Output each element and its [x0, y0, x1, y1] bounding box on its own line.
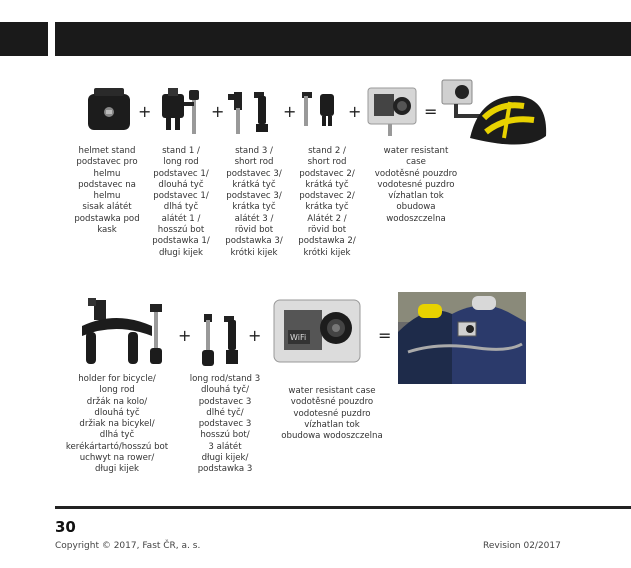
caption-long-rod-stand-3 — [178, 374, 272, 476]
caption-stand-3 — [216, 146, 292, 259]
water-resistant-case-icon — [366, 84, 420, 140]
caption-stand-2 — [289, 146, 365, 259]
caption-line: podstavec 2/ — [299, 168, 355, 179]
bicycle-holder-icon — [76, 296, 172, 366]
plus-operator: + — [211, 102, 225, 121]
caption-line: alátét 1 / — [161, 213, 201, 224]
caption-line: krátka tyč — [232, 202, 276, 213]
short-rod-stand-3-icon — [226, 86, 278, 138]
caption-line: rövid bot — [307, 225, 347, 236]
caption-line: long rod — [99, 385, 135, 396]
caption-helmet-stand — [57, 146, 157, 236]
caption-line: alátét 3 / — [234, 213, 274, 224]
caption-line: kerékártartó/hosszú bot — [65, 441, 169, 452]
caption-line: podstavec 3 — [198, 396, 252, 407]
header-bar-right — [55, 22, 631, 56]
caption-line: holder for bicycle/ — [78, 374, 156, 384]
caption-line: Alátét 2 / — [307, 213, 347, 224]
caption-line: vízhatlan tok — [304, 419, 360, 430]
caption-line: sisak alátét — [82, 202, 132, 213]
caption-line: dlouhá tyč — [158, 179, 204, 190]
revision-text: Revision 02/2017 — [483, 541, 561, 551]
caption-line: 3 alátét — [208, 441, 242, 452]
plus-operator: + — [138, 102, 152, 121]
caption-line: krótki kijek — [303, 247, 351, 258]
caption-line: podstavec 3/ — [226, 168, 282, 179]
caption-line: obudowa wodoszczelna — [281, 431, 383, 442]
plus-operator: + — [348, 102, 362, 121]
caption-bicycle-holder — [55, 374, 179, 476]
caption-line: rövid bot — [234, 225, 274, 236]
caption-line: helmu — [93, 168, 121, 179]
water-resistant-case-large-icon — [270, 296, 366, 368]
caption-line: podstavec na — [78, 179, 136, 190]
caption-line: water resistant case — [288, 386, 376, 396]
caption-line: helmu — [93, 191, 121, 202]
caption-line: kask — [97, 225, 117, 236]
caption-line: vodotěsné pouzdro — [290, 397, 374, 408]
caption-line: dlhé tyč/ — [206, 407, 244, 418]
caption-line: podstavec 1/ — [153, 191, 209, 202]
equals-operator: = — [378, 326, 392, 345]
caption-stand-1 — [143, 146, 219, 259]
caption-line: water resistant — [383, 146, 449, 156]
caption-line: držiak na bicykel/ — [79, 419, 155, 430]
caption-line: krátká tyč — [305, 179, 349, 190]
caption-line: case — [406, 157, 426, 168]
caption-line: vodotesné puzdro — [377, 179, 455, 190]
plus-operator: + — [248, 326, 262, 345]
caption-line: długi kijek — [159, 247, 203, 258]
caption-line: hosszú bot — [157, 225, 205, 236]
caption-line: podstavec 2/ — [299, 191, 355, 202]
caption-line: dlhá tyč — [99, 430, 135, 441]
caption-line: long rod/stand 3 — [189, 374, 261, 384]
caption-line: dlouhá tyč — [94, 407, 140, 418]
caption-line: podstawka 3 — [197, 464, 253, 475]
caption-line: podstawka 2/ — [298, 236, 356, 247]
caption-line: helmet stand — [78, 146, 136, 156]
short-rod-stand-2-icon — [296, 86, 346, 136]
caption-line: držák na kolo/ — [86, 396, 148, 407]
caption-water-case-2 — [272, 386, 392, 442]
caption-line: vodotěsné pouzdro — [374, 168, 458, 179]
helmet-stand-icon — [84, 86, 134, 136]
caption-line: podstavec 3/ — [226, 191, 282, 202]
caption-line: vodotesné puzdro — [293, 408, 371, 419]
caption-line: krátká tyč — [232, 179, 276, 190]
caption-line: hosszú bot/ — [200, 430, 250, 441]
caption-line: stand 3 / — [235, 146, 273, 156]
equals-operator: = — [424, 102, 438, 121]
cyclists-photo — [398, 292, 526, 384]
caption-line: podstavec 1/ — [153, 168, 209, 179]
caption-line: short rod — [234, 157, 274, 168]
caption-line: long rod — [163, 157, 199, 168]
long-rod-stand-icon — [158, 86, 208, 138]
caption-line: dlhá tyč — [163, 202, 199, 213]
wifi-label: WiFi — [290, 333, 307, 342]
caption-line: długi kijek — [95, 464, 139, 475]
long-rod-stand-3-icon — [198, 310, 246, 368]
plus-operator: + — [283, 102, 297, 121]
page-number: 30 — [55, 518, 76, 536]
footer-rule — [55, 506, 631, 509]
caption-line: długi kijek/ — [201, 453, 249, 464]
plus-operator: + — [178, 326, 192, 345]
caption-line: podstawka 3/ — [225, 236, 283, 247]
caption-line: podstawka 1/ — [152, 236, 210, 247]
caption-line: podstavec pro — [76, 157, 138, 168]
caption-line: krótki kijek — [230, 247, 278, 258]
header-bar-left — [0, 22, 48, 56]
caption-water-case — [366, 146, 466, 225]
caption-line: short rod — [307, 157, 347, 168]
caption-line: wodoszczelna — [386, 213, 446, 224]
caption-line: uchwyt na rower/ — [79, 453, 155, 464]
caption-line: podstawka pod — [74, 213, 140, 224]
caption-line: dlouhá tyč/ — [200, 385, 250, 396]
caption-line: podstavec 3 — [198, 419, 252, 430]
caption-line: obudowa — [396, 202, 436, 213]
caption-line: krátka tyč — [305, 202, 349, 213]
caption-line: stand 1 / — [162, 146, 200, 156]
caption-line: stand 2 / — [308, 146, 346, 156]
caption-line: vízhatlan tok — [388, 191, 444, 202]
copyright-text: Copyright © 2017, Fast ČR, a. s. — [55, 541, 201, 551]
